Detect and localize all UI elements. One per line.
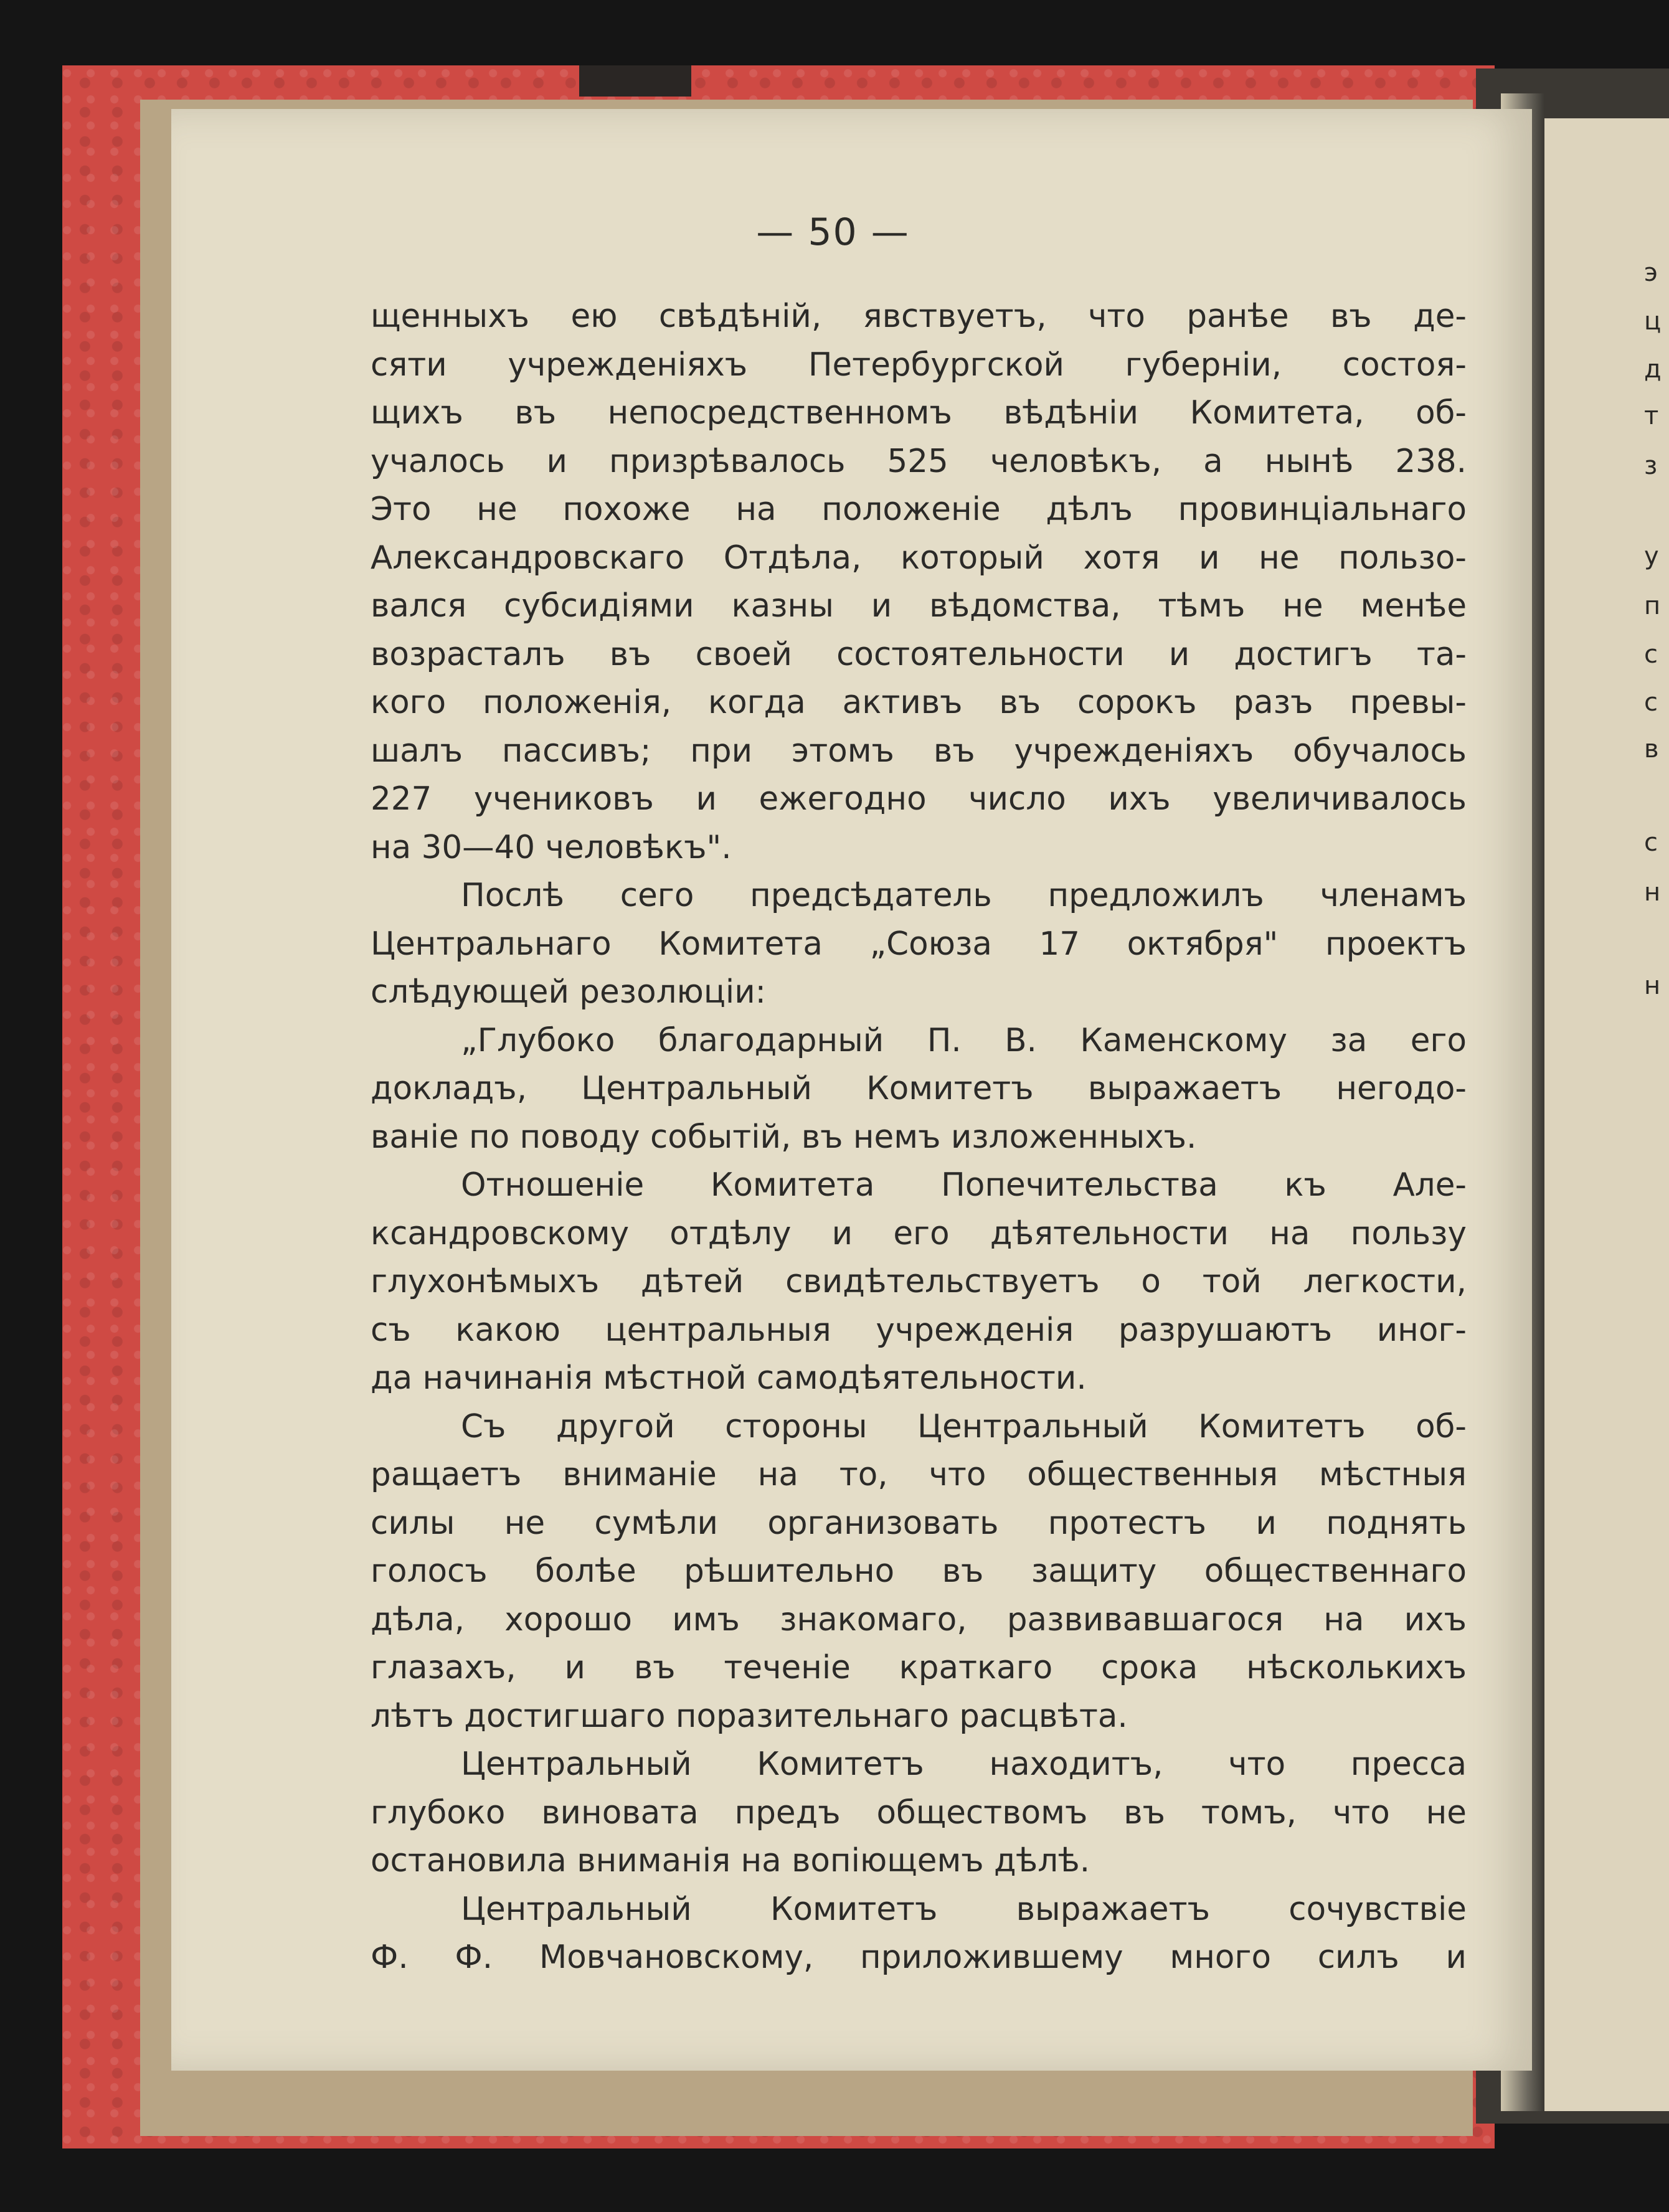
text-line: глубоко виновата предъ обществомъ въ томъ, что не [371,1794,1467,1832]
page-text [371,293,1467,1982]
text-line: ваніе по поводу событій, въ немъ изложенныхъ. [371,1118,1197,1156]
text-line: съ какою центральныя учрежденія разрушаютъ иног- [371,1311,1467,1349]
text-line: Центральный Комитетъ находитъ, что пресса [461,1746,1467,1783]
text-line: дѣла, хорошо имъ знакомаго, развивавшагося на ихъ [371,1600,1467,1638]
next-page-fragment: у [1644,542,1659,570]
text-line: Послѣ сего предсѣдатель предложилъ членамъ [461,877,1467,914]
text-line: щихъ въ непосредственномъ вѣдѣніи Комитета, об- [371,394,1467,432]
text-line: щенныхъ ею свѣдѣній, явствуетъ, что ранѣе въ де- [371,298,1467,335]
next-page-fragment: н [1644,971,1661,1000]
text-line: возрасталъ въ своей состоятельности и достигъ та- [371,635,1467,673]
cover-notch [579,65,691,97]
text-line: Это не похоже на положеніе дѣлъ провинціальнаго [371,491,1467,528]
text-line: „Глубоко благодарный П. В. Каменскому за его [461,1021,1467,1059]
text-line: глазахъ, и въ теченіе краткаго срока нѣсколькихъ [371,1649,1467,1686]
next-page-fragment: в [1644,735,1659,763]
next-page-fragment: з [1644,451,1658,480]
text-line: Съ другой стороны Центральный Комитетъ об- [461,1407,1467,1445]
text-line: сяти учрежденіяхъ Петербургской губерніи, состоя- [371,346,1467,384]
text-line: 227 учениковъ и ежегодно число ихъ увеличивалось [371,780,1467,818]
text-line: ксандровскому отдѣлу и его дѣятельности на пользу [371,1214,1467,1252]
text-line: голосъ болѣе рѣшительно въ защиту общественнаго [371,1553,1467,1590]
next-page-fragment: с [1644,828,1658,857]
text-line: остановила вниманія на вопіющемъ дѣлѣ. [371,1842,1090,1879]
next-page-fragment: п [1644,592,1661,620]
text-line: Центральный Комитетъ выражаетъ сочувствіе [461,1890,1467,1928]
next-page-fragment: с [1644,640,1658,669]
next-page-fragment: ц [1644,307,1662,336]
text-line: Центральнаго Комитета „Союза 17 октября" проектъ [371,925,1467,963]
text-line: ращаетъ вниманіе на то, что общественныя мѣстныя [371,1456,1467,1493]
text-line: вался субсидіями казны и вѣдомства, тѣмъ не менѣе [371,587,1467,625]
text-line: на 30—40 человѣкъ". [371,828,732,866]
page-number: — 50 — [756,210,910,254]
text-line: Отношеніе Комитета Попечительства къ Але- [461,1166,1467,1204]
text-line: Ф. Ф. Мовчановскому, приложившему много силъ и [371,1939,1467,1976]
text-line: глухонѣмыхъ дѣтей свидѣтельствуетъ о той легкости, [371,1263,1467,1300]
text-line: шалъ пассивъ; при этомъ въ учрежденіяхъ обучалось [371,732,1467,770]
next-page-fragment: н [1644,878,1661,907]
text-line: лѣтъ достигшаго поразительнаго расцвѣта. [371,1697,1128,1735]
next-page-fragment: с [1644,688,1658,717]
book-page [171,109,1532,2071]
next-page-fragment: э [1644,258,1658,287]
text-line: докладъ, Центральный Комитетъ выражаетъ негодо- [371,1070,1467,1107]
text-line: силы не сумѣли организовать протестъ и поднять [371,1504,1467,1542]
text-line: учалось и призрѣвалось 525 человѣкъ, а нынѣ 238. [371,442,1467,480]
text-line: Александровскаго Отдѣла, который хотя и не пользо- [371,539,1467,577]
text-line: кого положенія, когда активъ въ сорокъ разъ превы- [371,684,1467,721]
text-line: да начинанія мѣстной самодѣятельности. [371,1359,1087,1397]
next-page-fragment: д [1644,355,1662,384]
next-page-fragment: т [1644,402,1659,430]
text-line: слѣдующей резолюціи: [371,973,767,1011]
adjacent-page [1538,118,1669,2111]
